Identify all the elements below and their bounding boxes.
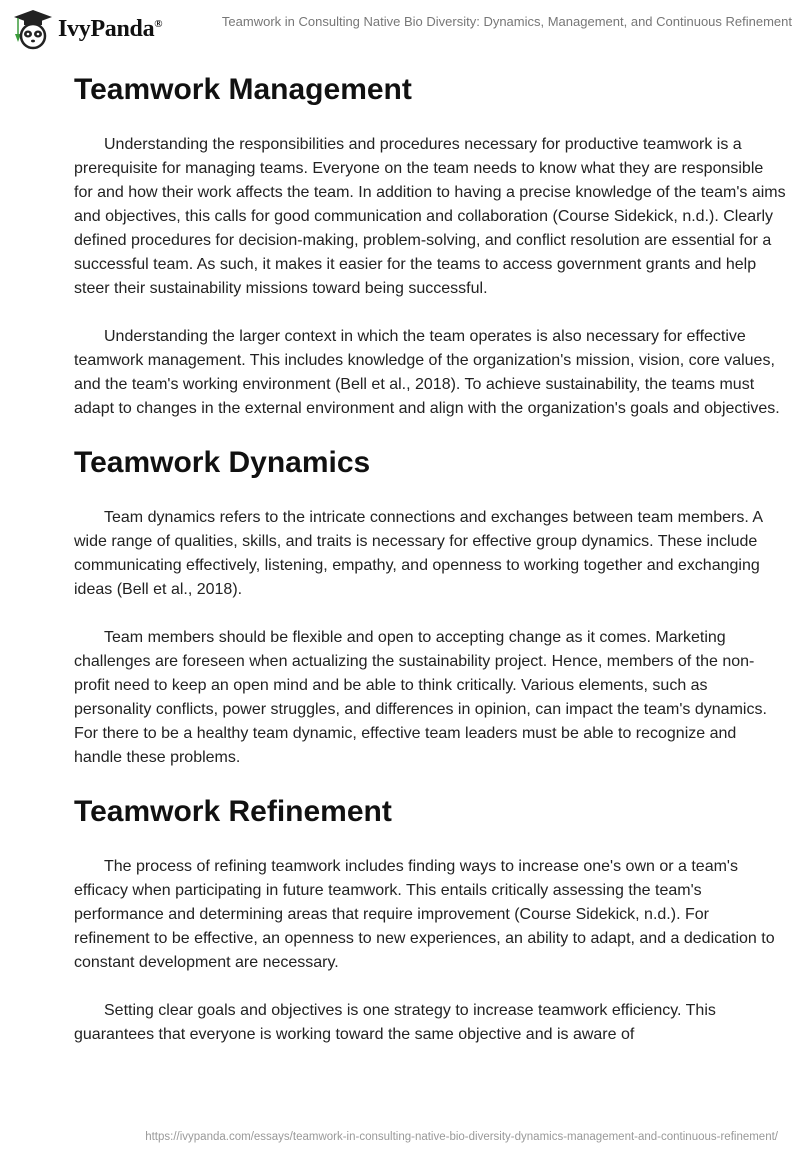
ivypanda-logo[interactable] <box>12 8 162 50</box>
source-url[interactable]: https://ivypanda.com/essays/teamwork-in-consulting-native-bio-diversity-dynamics-management-and-continuous-refinement/ <box>145 1131 778 1143</box>
section-teamwork-dynamics <box>74 445 786 770</box>
logo-wordmark: IvyPanda <box>58 15 155 42</box>
essay-content <box>74 51 786 1071</box>
panda-graduate-icon <box>12 8 54 50</box>
paragraph: The process of refining teamwork includes finding ways to increase one's own or a team's efficacy when participating in future teamwork. This entails critically assessing the team's performance and determining areas that require improvement (Course Sidekick, n.d.). For refinement to be effective, an openness to new experiences, an ability to adapt, and a dedication to constant development are necessary. <box>74 858 775 971</box>
registered-mark: ® <box>154 17 163 30</box>
section-heading: Teamwork Refinement <box>74 795 392 828</box>
page-header <box>0 0 800 50</box>
section-teamwork-refinement <box>74 794 786 1047</box>
paragraph: Understanding the responsibilities and procedures necessary for productive teamwork is a prerequisite for managing teams. Everyone on the team needs to know what they are responsible for and how their work affects the team. In addition to having a precise knowledge of the team's aims and objectives, this calls for good communication and collaboration (Course Sidekick, n.d.). Clearly defined procedures for decision-making, problem-solving, and conflict resolution are essential for a successful team. As such, it makes it easier for the teams to access government grants and help steer their sustainability missions toward being successful. <box>74 136 786 297</box>
section-heading: Teamwork Dynamics <box>74 446 371 479</box>
paragraph: Understanding the larger context in which the team operates is also necessary for effective teamwork management. This includes knowledge of the organization's mission, vision, core values, and the team's working environment (Bell et al., 2018). To achieve sustainability, the teams must adapt to changes in the external environment and align with the organization's goals and objectives. <box>74 328 780 417</box>
paragraph: Team dynamics refers to the intricate connections and exchanges between team members. A wide range of qualities, skills, and traits is necessary for effective group dynamics. These include communicating effectively, listening, empathy, and openness to working together and exchanging ideas (Bell et al., 2018). <box>74 509 763 598</box>
paragraph: Team members should be flexible and open to accepting change as it comes. Marketing challenges are foreseen when actualizing the sustainability project. Hence, members of the non-profit need to keep an open mind and be able to think critically. Various elements, such as personality conflicts, power struggles, and differences in opinion, can impact the team's dynamics. For there to be a healthy team dynamic, effective team leaders must be able to recognize and handle these problems. <box>74 629 767 766</box>
document-title: Teamwork in Consulting Native Bio Diversity: Dynamics, Management, and Continuous Refinement <box>221 14 792 29</box>
section-heading: Teamwork Management <box>74 73 412 106</box>
paragraph: Setting clear goals and objectives is one strategy to increase teamwork efficiency. This guarantees that everyone is working toward the same objective and is aware of <box>74 1002 716 1043</box>
section-teamwork-management <box>74 72 786 421</box>
